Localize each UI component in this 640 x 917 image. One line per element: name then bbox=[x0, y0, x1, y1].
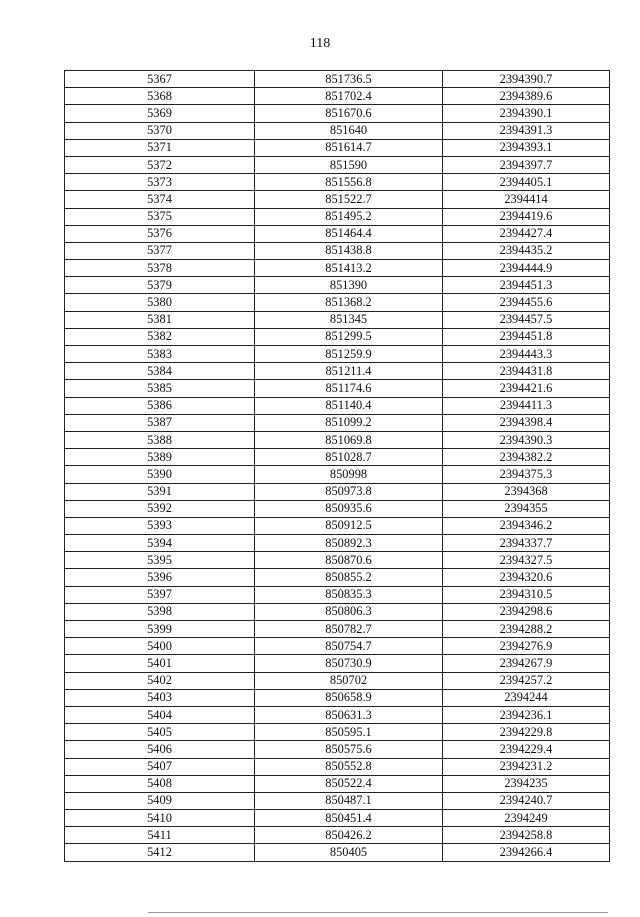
coordinates-table-container bbox=[64, 70, 609, 862]
y-coordinate-cell: 2394310.5 bbox=[443, 586, 610, 603]
y-coordinate-cell: 2394244 bbox=[443, 689, 610, 706]
y-coordinate-cell: 2394346.2 bbox=[443, 517, 610, 534]
table-row bbox=[65, 552, 610, 569]
table-row bbox=[65, 88, 610, 105]
y-coordinate-cell: 2394355 bbox=[443, 500, 610, 517]
x-coordinate-cell: 850973.8 bbox=[255, 483, 443, 500]
point-number-cell: 5367 bbox=[65, 71, 255, 88]
y-coordinate-cell: 2394375.3 bbox=[443, 466, 610, 483]
x-coordinate-cell: 850835.3 bbox=[255, 586, 443, 603]
table-row bbox=[65, 397, 610, 414]
point-number-cell: 5401 bbox=[65, 655, 255, 672]
table-row bbox=[65, 655, 610, 672]
table-row bbox=[65, 174, 610, 191]
point-number-cell: 5397 bbox=[65, 586, 255, 603]
table-row bbox=[65, 260, 610, 277]
y-coordinate-cell: 2394397.7 bbox=[443, 156, 610, 173]
y-coordinate-cell: 2394298.6 bbox=[443, 603, 610, 620]
table-row bbox=[65, 638, 610, 655]
y-coordinate-cell: 2394427.4 bbox=[443, 225, 610, 242]
x-coordinate-cell: 850451.4 bbox=[255, 810, 443, 827]
point-number-cell: 5369 bbox=[65, 105, 255, 122]
table-row bbox=[65, 449, 610, 466]
x-coordinate-cell: 850487.1 bbox=[255, 792, 443, 809]
table-row bbox=[65, 741, 610, 758]
table-row bbox=[65, 569, 610, 586]
x-coordinate-cell: 850552.8 bbox=[255, 758, 443, 775]
point-number-cell: 5388 bbox=[65, 431, 255, 448]
point-number-cell: 5382 bbox=[65, 328, 255, 345]
y-coordinate-cell: 2394276.9 bbox=[443, 638, 610, 655]
point-number-cell: 5411 bbox=[65, 827, 255, 844]
x-coordinate-cell: 851702.4 bbox=[255, 88, 443, 105]
point-number-cell: 5406 bbox=[65, 741, 255, 758]
point-number-cell: 5392 bbox=[65, 500, 255, 517]
x-coordinate-cell: 851028.7 bbox=[255, 449, 443, 466]
page-number: 118 bbox=[309, 36, 331, 51]
x-coordinate-cell: 851368.2 bbox=[255, 294, 443, 311]
table-row bbox=[65, 466, 610, 483]
y-coordinate-cell: 2394267.9 bbox=[443, 655, 610, 672]
table-row bbox=[65, 535, 610, 552]
point-number-cell: 5384 bbox=[65, 363, 255, 380]
x-coordinate-cell: 850702 bbox=[255, 672, 443, 689]
x-coordinate-cell: 851495.2 bbox=[255, 208, 443, 225]
y-coordinate-cell: 2394391.3 bbox=[443, 122, 610, 139]
table-row bbox=[65, 810, 610, 827]
y-coordinate-cell: 2394390.7 bbox=[443, 71, 610, 88]
x-coordinate-cell: 850998 bbox=[255, 466, 443, 483]
y-coordinate-cell: 2394337.7 bbox=[443, 535, 610, 552]
table-row bbox=[65, 621, 610, 638]
table-row bbox=[65, 775, 610, 792]
x-coordinate-cell: 851259.9 bbox=[255, 346, 443, 363]
y-coordinate-cell: 2394443.3 bbox=[443, 346, 610, 363]
y-coordinate-cell: 2394229.4 bbox=[443, 741, 610, 758]
x-coordinate-cell: 851614.7 bbox=[255, 139, 443, 156]
x-coordinate-cell: 851211.4 bbox=[255, 363, 443, 380]
x-coordinate-cell: 850782.7 bbox=[255, 621, 443, 638]
x-coordinate-cell: 851670.6 bbox=[255, 105, 443, 122]
x-coordinate-cell: 850912.5 bbox=[255, 517, 443, 534]
y-coordinate-cell: 2394411.3 bbox=[443, 397, 610, 414]
y-coordinate-cell: 2394457.5 bbox=[443, 311, 610, 328]
table-row bbox=[65, 758, 610, 775]
x-coordinate-cell: 851736.5 bbox=[255, 71, 443, 88]
point-number-cell: 5412 bbox=[65, 844, 255, 861]
table-row bbox=[65, 706, 610, 723]
x-coordinate-cell: 850595.1 bbox=[255, 724, 443, 741]
table-row bbox=[65, 586, 610, 603]
table-row bbox=[65, 414, 610, 431]
point-number-cell: 5393 bbox=[65, 517, 255, 534]
x-coordinate-cell: 851640 bbox=[255, 122, 443, 139]
table-row bbox=[65, 191, 610, 208]
x-coordinate-cell: 851099.2 bbox=[255, 414, 443, 431]
x-coordinate-cell: 851590 bbox=[255, 156, 443, 173]
y-coordinate-cell: 2394327.5 bbox=[443, 552, 610, 569]
table-row bbox=[65, 346, 610, 363]
point-number-cell: 5385 bbox=[65, 380, 255, 397]
table-row bbox=[65, 380, 610, 397]
x-coordinate-cell: 850870.6 bbox=[255, 552, 443, 569]
y-coordinate-cell: 2394229.8 bbox=[443, 724, 610, 741]
x-coordinate-cell: 850754.7 bbox=[255, 638, 443, 655]
y-coordinate-cell: 2394390.1 bbox=[443, 105, 610, 122]
table-row bbox=[65, 294, 610, 311]
y-coordinate-cell: 2394393.1 bbox=[443, 139, 610, 156]
table-row bbox=[65, 517, 610, 534]
table-row bbox=[65, 363, 610, 380]
point-number-cell: 5374 bbox=[65, 191, 255, 208]
x-coordinate-cell: 851140.4 bbox=[255, 397, 443, 414]
x-coordinate-cell: 850730.9 bbox=[255, 655, 443, 672]
y-coordinate-cell: 2394431.8 bbox=[443, 363, 610, 380]
x-coordinate-cell: 851069.8 bbox=[255, 431, 443, 448]
point-number-cell: 5371 bbox=[65, 139, 255, 156]
y-coordinate-cell: 2394405.1 bbox=[443, 174, 610, 191]
table-row bbox=[65, 792, 610, 809]
point-number-cell: 5391 bbox=[65, 483, 255, 500]
point-number-cell: 5410 bbox=[65, 810, 255, 827]
y-coordinate-cell: 2394235 bbox=[443, 775, 610, 792]
table-row bbox=[65, 122, 610, 139]
point-number-cell: 5395 bbox=[65, 552, 255, 569]
table-row bbox=[65, 328, 610, 345]
y-coordinate-cell: 2394258.8 bbox=[443, 827, 610, 844]
point-number-cell: 5379 bbox=[65, 277, 255, 294]
table-row bbox=[65, 208, 610, 225]
table-row bbox=[65, 105, 610, 122]
x-coordinate-cell: 851299.5 bbox=[255, 328, 443, 345]
x-coordinate-cell: 850935.6 bbox=[255, 500, 443, 517]
point-number-cell: 5368 bbox=[65, 88, 255, 105]
point-number-cell: 5375 bbox=[65, 208, 255, 225]
point-number-cell: 5407 bbox=[65, 758, 255, 775]
point-number-cell: 5394 bbox=[65, 535, 255, 552]
point-number-cell: 5380 bbox=[65, 294, 255, 311]
point-number-cell: 5399 bbox=[65, 621, 255, 638]
y-coordinate-cell: 2394389.6 bbox=[443, 88, 610, 105]
point-number-cell: 5402 bbox=[65, 672, 255, 689]
x-coordinate-cell: 850405 bbox=[255, 844, 443, 861]
x-coordinate-cell: 850855.2 bbox=[255, 569, 443, 586]
table-row bbox=[65, 724, 610, 741]
table-row bbox=[65, 827, 610, 844]
point-number-cell: 5386 bbox=[65, 397, 255, 414]
y-coordinate-cell: 2394435.2 bbox=[443, 242, 610, 259]
point-number-cell: 5398 bbox=[65, 603, 255, 620]
y-coordinate-cell: 2394455.6 bbox=[443, 294, 610, 311]
y-coordinate-cell: 2394266.4 bbox=[443, 844, 610, 861]
point-number-cell: 5377 bbox=[65, 242, 255, 259]
table-row bbox=[65, 844, 610, 861]
table-row bbox=[65, 156, 610, 173]
x-coordinate-cell: 851174.6 bbox=[255, 380, 443, 397]
point-number-cell: 5372 bbox=[65, 156, 255, 173]
y-coordinate-cell: 2394249 bbox=[443, 810, 610, 827]
point-number-cell: 5381 bbox=[65, 311, 255, 328]
x-coordinate-cell: 850426.2 bbox=[255, 827, 443, 844]
point-number-cell: 5387 bbox=[65, 414, 255, 431]
x-coordinate-cell: 850575.6 bbox=[255, 741, 443, 758]
y-coordinate-cell: 2394414 bbox=[443, 191, 610, 208]
y-coordinate-cell: 2394320.6 bbox=[443, 569, 610, 586]
table-row bbox=[65, 277, 610, 294]
table-row bbox=[65, 71, 610, 88]
y-coordinate-cell: 2394382.2 bbox=[443, 449, 610, 466]
table-row bbox=[65, 242, 610, 259]
x-coordinate-cell: 851390 bbox=[255, 277, 443, 294]
y-coordinate-cell: 2394390.3 bbox=[443, 431, 610, 448]
x-coordinate-cell: 851345 bbox=[255, 311, 443, 328]
x-coordinate-cell: 851556.8 bbox=[255, 174, 443, 191]
table-row bbox=[65, 500, 610, 517]
x-coordinate-cell: 850806.3 bbox=[255, 603, 443, 620]
x-coordinate-cell: 851522.7 bbox=[255, 191, 443, 208]
point-number-cell: 5370 bbox=[65, 122, 255, 139]
point-number-cell: 5408 bbox=[65, 775, 255, 792]
coordinates-table-body bbox=[65, 71, 610, 862]
table-row bbox=[65, 603, 610, 620]
y-coordinate-cell: 2394444.9 bbox=[443, 260, 610, 277]
point-number-cell: 5378 bbox=[65, 260, 255, 277]
point-number-cell: 5404 bbox=[65, 706, 255, 723]
x-coordinate-cell: 851438.8 bbox=[255, 242, 443, 259]
page-bottom-rule bbox=[148, 912, 608, 913]
y-coordinate-cell: 2394419.6 bbox=[443, 208, 610, 225]
point-number-cell: 5396 bbox=[65, 569, 255, 586]
y-coordinate-cell: 2394257.2 bbox=[443, 672, 610, 689]
y-coordinate-cell: 2394398.4 bbox=[443, 414, 610, 431]
x-coordinate-cell: 850522.4 bbox=[255, 775, 443, 792]
point-number-cell: 5400 bbox=[65, 638, 255, 655]
x-coordinate-cell: 851464.4 bbox=[255, 225, 443, 242]
point-number-cell: 5409 bbox=[65, 792, 255, 809]
y-coordinate-cell: 2394236.1 bbox=[443, 706, 610, 723]
y-coordinate-cell: 2394421.6 bbox=[443, 380, 610, 397]
point-number-cell: 5405 bbox=[65, 724, 255, 741]
y-coordinate-cell: 2394240.7 bbox=[443, 792, 610, 809]
table-row bbox=[65, 225, 610, 242]
x-coordinate-cell: 850631.3 bbox=[255, 706, 443, 723]
table-row bbox=[65, 483, 610, 500]
y-coordinate-cell: 2394451.3 bbox=[443, 277, 610, 294]
point-number-cell: 5376 bbox=[65, 225, 255, 242]
table-row bbox=[65, 311, 610, 328]
table-row bbox=[65, 431, 610, 448]
point-number-cell: 5383 bbox=[65, 346, 255, 363]
point-number-cell: 5390 bbox=[65, 466, 255, 483]
table-row bbox=[65, 672, 610, 689]
y-coordinate-cell: 2394451.8 bbox=[443, 328, 610, 345]
point-number-cell: 5373 bbox=[65, 174, 255, 191]
y-coordinate-cell: 2394368 bbox=[443, 483, 610, 500]
table-row bbox=[65, 689, 610, 706]
table-row bbox=[65, 139, 610, 156]
x-coordinate-cell: 851413.2 bbox=[255, 260, 443, 277]
point-number-cell: 5389 bbox=[65, 449, 255, 466]
y-coordinate-cell: 2394288.2 bbox=[443, 621, 610, 638]
x-coordinate-cell: 850658.9 bbox=[255, 689, 443, 706]
y-coordinate-cell: 2394231.2 bbox=[443, 758, 610, 775]
point-number-cell: 5403 bbox=[65, 689, 255, 706]
x-coordinate-cell: 850892.3 bbox=[255, 535, 443, 552]
coordinates-table bbox=[64, 70, 610, 862]
